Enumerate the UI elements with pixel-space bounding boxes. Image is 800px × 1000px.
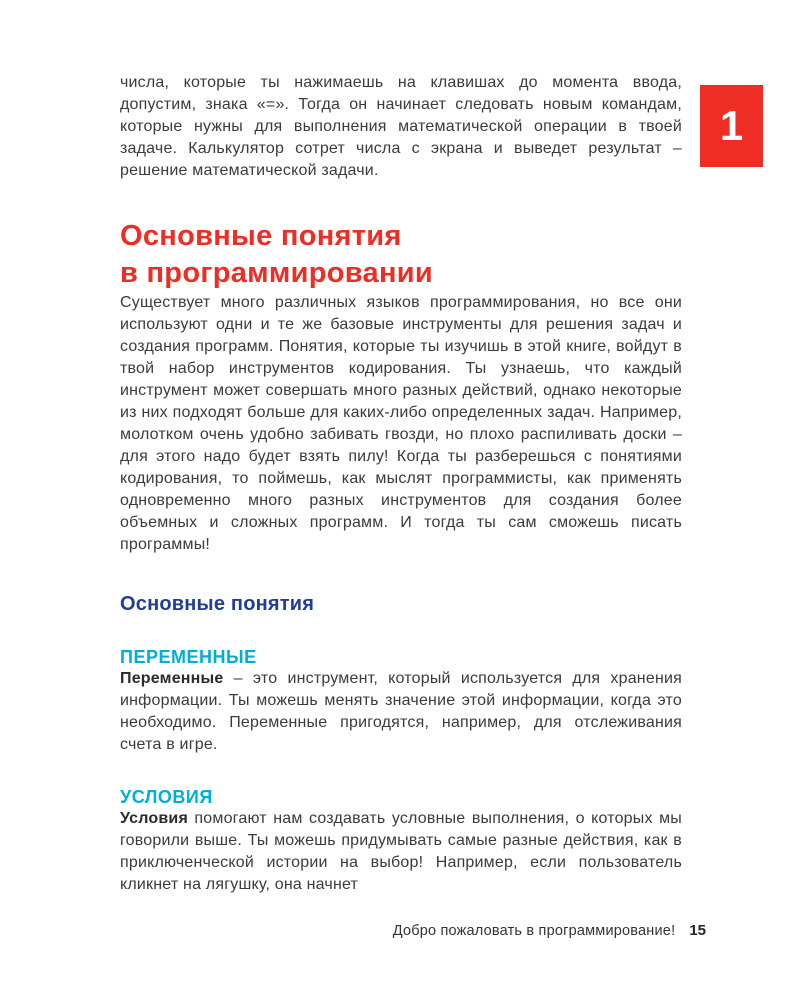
chapter-title-line2: в программировании bbox=[120, 257, 434, 289]
lead-paragraph: Существует много различных языков программирования, но все они используют одни и те же базовые инструменты для решения задач и создания программ. Понятия, которые ты изучишь в этой книге, войдут в твой набор инструментов кодирования. Ты узнаешь, что каждый инструмент может совершать много разных действий, однако некоторые из них подходят больше для каких-либо определенных задач. Например, молотком очень удобно забивать гвозди, но плохо распиливать доски – для этого надо будет взять пилу! Когда ты разберешься с понятиями кодирования, то поймешь, как мыслят программисты, как применять одновременно много разных инструментов для создания более объемных и сложных программ. И тогда ты сам сможешь писать программы! bbox=[120, 294, 682, 553]
paragraph-conditions-text: помогают нам создавать условные выполнения, о которых мы говорили выше. Ты можешь придумывать самые разные действия, как в приключенческой истории на выбор! Например, если пользователь кликнет на лягушку, она начнет bbox=[120, 810, 682, 893]
subsection-heading-variables: ПЕРЕМЕННЫЕ bbox=[120, 647, 257, 667]
section-heading: Основные понятия bbox=[120, 593, 315, 615]
term-conditions: Условия bbox=[120, 810, 188, 827]
chapter-tab bbox=[700, 85, 763, 167]
subsection-heading-conditions: УСЛОВИЯ bbox=[120, 787, 213, 807]
page-number: 15 bbox=[689, 922, 706, 939]
chapter-number: 1 bbox=[719, 102, 744, 149]
paragraph-variables-text: – это инструмент, который используется для хранения информации. Ты можешь менять значение этой информации, когда это необходимо. Переменные пригодятся, например, для отслеживания счета в игре. bbox=[120, 670, 682, 753]
paragraph-variables bbox=[120, 668, 682, 756]
text-column bbox=[120, 72, 682, 896]
page-footer bbox=[393, 922, 706, 939]
term-variables: Переменные bbox=[120, 670, 224, 687]
running-title: Добро пожаловать в программирование! bbox=[392, 923, 676, 939]
chapter-title-line1: Основные понятия bbox=[120, 220, 402, 252]
chapter-title bbox=[120, 218, 682, 292]
intro-paragraph: числа, которые ты нажимаешь на клавишах до момента ввода, допустим, знака «=». Тогда он начинает следовать новым командам, которые нужны для выполнения математической операции в твоей задаче. Калькулятор сотрет числа с экрана и выведет результат – решение математической задачи. bbox=[120, 74, 682, 179]
paragraph-conditions bbox=[120, 808, 682, 896]
